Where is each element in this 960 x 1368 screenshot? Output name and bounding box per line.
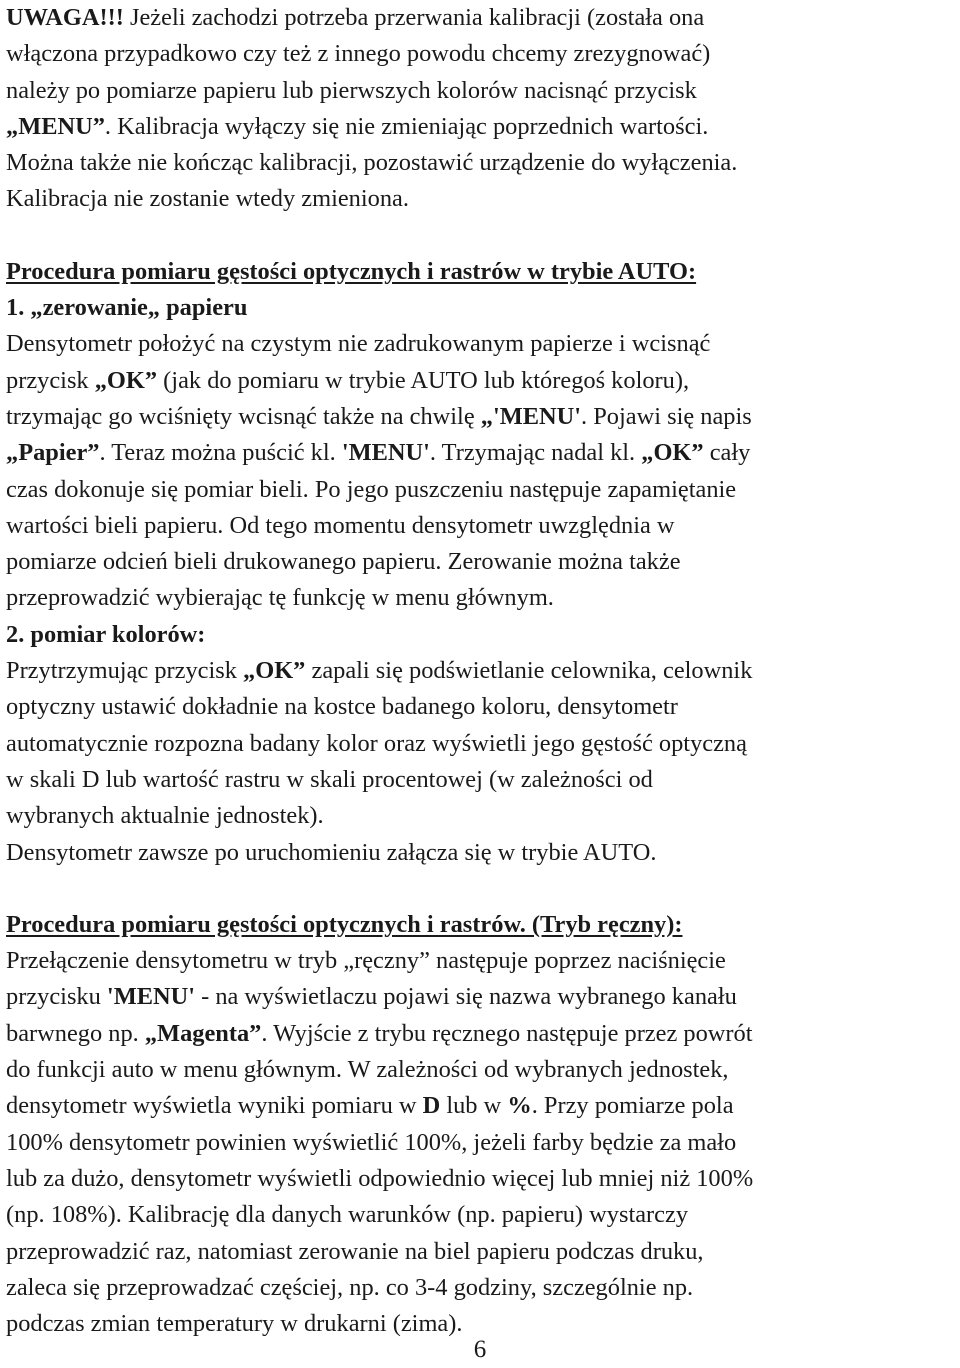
unit-percent-mention: % bbox=[507, 1092, 532, 1120]
menu-key-mention: 'MENU' bbox=[106, 983, 195, 1011]
page-number: 6 bbox=[473, 1336, 487, 1363]
text-line: 100% densytometr powinien wyświetlić 100%, jeżeli farby będzie za mało bbox=[6, 1128, 737, 1156]
text-line: densytometr wyświetla wyniki pomiaru w D lub w %. Przy pomiarze pola bbox=[6, 1092, 734, 1120]
menu-key-mention: „MENU” bbox=[6, 112, 105, 140]
magenta-mention: „Magenta” bbox=[144, 1019, 262, 1047]
text-line: Przytrzymując przycisk „OK” zapali się podświetlanie celownika, celownik bbox=[6, 657, 753, 685]
text-line: do funkcji auto w menu głównym. W zależności od wybranych jednostek, bbox=[6, 1056, 729, 1084]
text-line: „Papier”. Teraz można puścić kl. 'MENU'. Trzymając nadal kl. „OK” cały bbox=[6, 439, 751, 467]
warning-label: UWAGA!!! bbox=[6, 4, 124, 31]
text-line: przycisku 'MENU' - na wyświetlaczu pojawi się nazwa wybranego kanału bbox=[6, 983, 737, 1011]
text-line: optyczny ustawić dokładnie na kostce badanego koloru, densytometr bbox=[6, 693, 678, 721]
text-line: podczas zmian temperatury w drukarni (zima). bbox=[6, 1310, 463, 1338]
text-line: wartości bieli papieru. Od tego momentu densytometr uwzględnia w bbox=[6, 511, 675, 539]
ok-key-mention: „OK” bbox=[641, 439, 704, 467]
text-line: przeprowadzić raz, natomiast zerowanie na biel papieru podczas druku, bbox=[6, 1237, 704, 1265]
unit-d-mention: D bbox=[422, 1092, 441, 1120]
spacer bbox=[6, 218, 956, 254]
text-line: czas dokonuje się pomiar bieli. Po jego puszczeniu następuje zapamiętanie bbox=[6, 475, 737, 503]
text-line: w skali D lub wartość rastru w skali procentowej (w zależności od bbox=[6, 765, 653, 793]
auto-mode-heading: Procedura pomiaru gęstości optycznych i rastrów w trybie AUTO: bbox=[6, 257, 697, 285]
ok-key-mention: „OK” bbox=[243, 657, 306, 685]
spacer bbox=[6, 871, 956, 907]
warning-line: UWAGA!!! Jeżeli zachodzi potrzeba przerwania kalibracji (została ona bbox=[6, 4, 705, 31]
text-line: Można także nie kończąc kalibracji, pozostawić urządzenie do wyłączenia. bbox=[6, 149, 738, 177]
text-line: wybranych aktualnie jednostek). bbox=[6, 802, 324, 830]
ok-key-mention: „OK” bbox=[94, 366, 158, 394]
text-line: (np. 108%). Kalibrację dla danych warunków (np. papieru) wystarczy bbox=[6, 1201, 689, 1229]
menu-key-mention: 'MENU' bbox=[341, 439, 430, 467]
text-line: Kalibracja nie zostanie wtedy zmieniona. bbox=[6, 185, 409, 213]
text-line: barwnego np. „Magenta”. Wyjście z trybu ręcznego następuje przez powrót bbox=[6, 1019, 753, 1047]
auto-mode-section bbox=[6, 254, 956, 871]
text-line: lub za dużo, densytometr wyświetli odpowiednio więcej lub mniej niż 100% bbox=[6, 1164, 754, 1192]
text-line: pomiarze odcień bieli drukowanego papieru. Zerowanie można także bbox=[6, 548, 681, 576]
step2-title: 2. pomiar kolorów: bbox=[6, 620, 206, 648]
warning-section bbox=[6, 0, 956, 218]
text-line: Densytometr położyć na czystym nie zadrukowanym papierze i wcisnąć bbox=[6, 330, 711, 358]
text-line: „MENU”. Kalibracja wyłączy się nie zmieniając poprzednich wartości. bbox=[6, 112, 709, 140]
text-line: należy po pomiarze papieru lub pierwszych kolorów nacisnąć przycisk bbox=[6, 76, 697, 104]
text-line: zaleca się przeprowadzać częściej, np. co 3-4 godziny, szczególnie np. bbox=[6, 1273, 694, 1301]
text-line: Przełączenie densytometru w tryb „ręczny” następuje poprzez naciśnięcie bbox=[6, 947, 726, 975]
text-line: przeprowadzić wybierając tę funkcję w menu głównym. bbox=[6, 584, 554, 612]
text-line: automatycznie rozpozna badany kolor oraz wyświetli jego gęstość optyczną bbox=[6, 729, 747, 757]
text-line: Densytometr zawsze po uruchomieniu załącza się w trybie AUTO. bbox=[6, 838, 657, 866]
text-line: trzymając go wciśnięty wcisnąć także na chwilę „'MENU'. Pojawi się napis bbox=[6, 402, 752, 430]
papier-mention: „Papier” bbox=[6, 439, 100, 467]
text-line: przycisk „OK” (jak do pomiaru w trybie AUTO lub któregoś koloru), bbox=[6, 366, 690, 394]
manual-mode-section bbox=[6, 907, 956, 1343]
text-line: włączona przypadkowo czy też z innego powodu chcemy zrezygnować) bbox=[6, 40, 711, 68]
step1-title: 1. „zerowanie„ papieru bbox=[6, 294, 248, 322]
document-page bbox=[6, 0, 956, 1342]
menu-key-mention: „'MENU' bbox=[480, 402, 582, 430]
manual-mode-heading: Procedura pomiaru gęstości optycznych i rastrów. (Tryb ręczny): bbox=[6, 910, 683, 938]
